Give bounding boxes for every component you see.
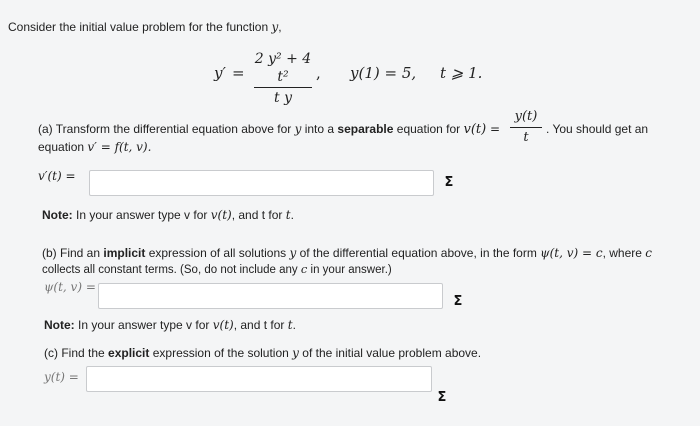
part-a-line2-math: v′ = f(t, v). (87, 140, 152, 154)
part-a-frac-bar (510, 127, 542, 128)
note-end: . (290, 208, 294, 222)
part-b-text: (b) Find an (42, 246, 104, 260)
part-b-var: y (289, 246, 297, 260)
intro-label: Consider the initial value problem for the function (8, 20, 272, 34)
note-end: . (292, 318, 296, 332)
part-a-v: v(t) (463, 122, 487, 137)
part-c-var: y (292, 346, 299, 360)
part-a-text: (a) Transform the differential equation above for (38, 122, 295, 136)
part-a-tail: . You should get an (546, 122, 649, 136)
part-a-line1 (38, 122, 500, 137)
part-b-tail: , where (602, 246, 646, 260)
part-c-answer-input[interactable] (86, 366, 432, 392)
part-a-field-label: v′(t) = (38, 169, 76, 183)
part-a-text-mid: into a (301, 122, 338, 136)
part-a-text-post: equation for (393, 122, 464, 136)
part-c-text-post: expression of the solution (149, 346, 293, 360)
note-bold: Note: (42, 208, 73, 222)
part-b-answer-input[interactable] (98, 283, 443, 309)
equation-lhs: y′ (214, 64, 226, 82)
intro-var: y (271, 20, 279, 34)
part-a-frac-den: t (523, 130, 529, 145)
part-a-bold: separable (337, 122, 394, 136)
part-c-bold: explicit (108, 346, 150, 360)
note-mid: , and t for (231, 208, 286, 222)
part-a-eq: = (486, 122, 501, 136)
part-b-line2-end: in your answer.) (307, 264, 392, 276)
note-math-v: v(t) (210, 208, 232, 222)
sigma-icon[interactable]: Σ (444, 175, 454, 190)
note-math-t: t (287, 318, 293, 332)
note-text: In your answer type v for (72, 208, 211, 222)
part-b-bold: implicit (103, 246, 146, 260)
sigma-icon[interactable]: Σ (453, 294, 463, 309)
equation-equals: = (232, 64, 245, 82)
equation-fraction (254, 50, 312, 107)
part-a-var: y (294, 122, 302, 136)
part-b-math: ψ(t, v) = c (540, 246, 603, 260)
domain-condition: t ⩾ 1. (440, 64, 483, 82)
part-c-text: (c) Find the (44, 346, 109, 360)
part-b-field-label: ψ(t, v) = (44, 280, 96, 294)
part-b-line2-c: c (300, 262, 308, 276)
part-a-line2-text: equation (38, 140, 88, 154)
equation-numerator: 2 y² + 4 t² (254, 51, 312, 85)
note-bold: Note: (44, 318, 75, 332)
part-b-text-mid: of the differential equation above, in the form (296, 246, 541, 260)
part-a-frac-num: y(t) (514, 109, 538, 124)
note-math-t: t (285, 208, 291, 222)
equation-denominator: t y (274, 90, 292, 106)
part-b-note (44, 318, 296, 332)
part-a-answer-input[interactable] (89, 170, 434, 196)
part-a-fraction (510, 108, 542, 147)
part-c-line1 (44, 346, 481, 360)
intro-end: , (278, 20, 282, 34)
part-a-note (42, 208, 294, 222)
part-b-text-post: expression of all solutions (145, 246, 290, 260)
note-text: In your answer type v for (74, 318, 213, 332)
note-mid: , and t for (233, 318, 288, 332)
part-b-line2 (42, 262, 392, 276)
equation-comma: , (316, 64, 321, 82)
part-a-line2 (38, 140, 151, 154)
sigma-icon[interactable]: Σ (437, 390, 447, 405)
part-c-field-label: y(t) = (44, 370, 79, 384)
part-b-line2-text: collects all constant terms. (So, do not include any (42, 264, 301, 276)
fraction-bar (254, 87, 312, 88)
part-b-line1 (42, 246, 652, 260)
initial-condition: y(1) = 5, (350, 64, 417, 82)
note-math-v: v(t) (212, 318, 234, 332)
intro-text (8, 20, 282, 34)
part-b-c: c (645, 246, 653, 260)
part-c-tail: of the initial value problem above. (298, 346, 482, 360)
